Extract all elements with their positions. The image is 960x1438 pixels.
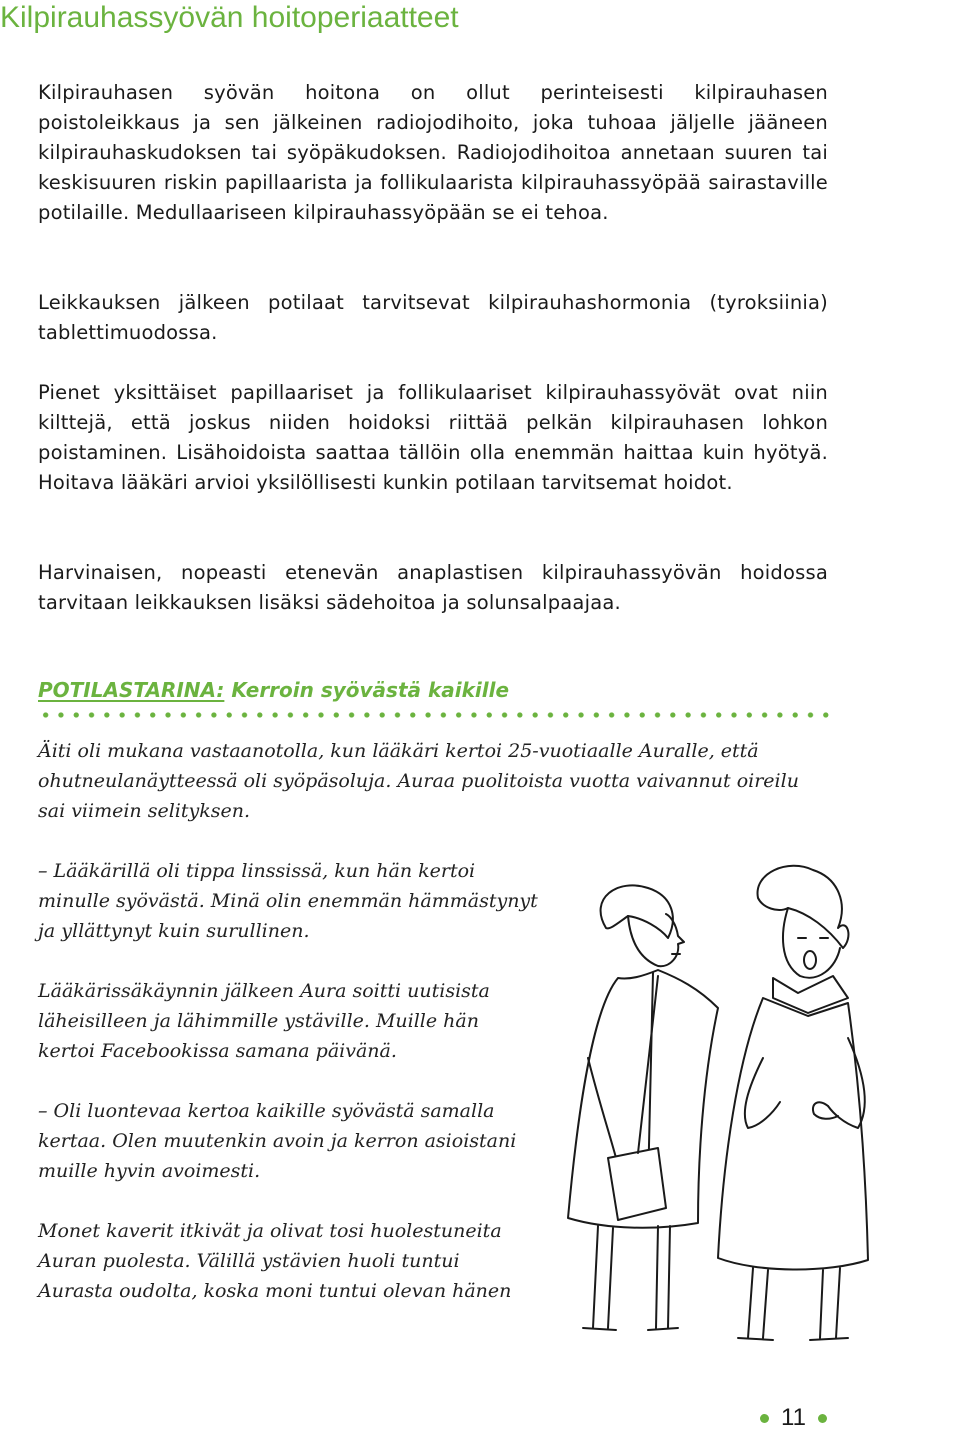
paragraph-hormone-after-surgery: Leikkauksen jälkeen potilaat tarvitsevat kilpirauhashormonia (tyroksiinia) tablettimuodossa. bbox=[38, 291, 828, 344]
right-woman-body bbox=[718, 998, 868, 1270]
page-number: 11 bbox=[781, 1404, 806, 1431]
shoulder-bag bbox=[608, 1148, 666, 1220]
dotted-divider bbox=[38, 712, 834, 718]
story-label: POTILASTARINA: bbox=[38, 678, 225, 702]
story-heading bbox=[38, 678, 509, 702]
bullet-dot-left bbox=[760, 1414, 769, 1423]
two-women-talking-illustration bbox=[548, 858, 878, 1358]
paragraph-treatment-history: Kilpirauhasen syövän hoitona on ollut perinteisesti kilpirauhasen poistoleikkaus ja sen jälkeinen radiojodihoito, joka tuhoaa jäljelle jääneen kilpirauhaskudoksen tai syöpäkudoksen. Radiojodihoitoa annetaan suuren tai keskisuuren riskin papillaarista ja follikulaarista kilpirauhassyöpää sairastaville potilaille. Medullaariseen kilpirauhassyöpään se ei tehoa. bbox=[38, 81, 828, 224]
bullet-dot-right bbox=[818, 1414, 827, 1423]
story-paragraph-2: Lääkärissäkäynnin jälkeen Aura soitti uutisista läheisilleen ja lähimmille ystäville. Muille hän kertoi Facebookissa samana päivänä. bbox=[38, 980, 490, 1062]
story-quote-1: – Lääkärillä oli tippa linssissä, kun hän kertoi minulle syövästä. Minä olin enemmän hämmästynyt ja yllättynyt kuin surullinen. bbox=[38, 860, 538, 942]
page-number-row bbox=[760, 1398, 827, 1438]
page-title: Kilpirauhassyövän hoitoperiaatteet bbox=[0, 1, 459, 34]
left-woman-hair bbox=[601, 885, 673, 938]
story-intro: Äiti oli mukana vastaanotolla, kun lääkäri kertoi 25-vuotiaalle Auralle, että ohutneulanäytteessä oli syöpäsoluja. Auraa puolitoista vuotta vaivannut oireilu sai viimein selityksen. bbox=[38, 740, 799, 822]
story-quote-2: – Oli luontevaa kertoa kaikille syövästä samalla kertaa. Olen muutenkin avoin ja kerron asioistani muille hyvin avoimesti. bbox=[38, 1100, 517, 1182]
paragraph-small-cancers: Pienet yksittäiset papillaariset ja follikulaariset kilpirauhassyövät ovat niin kilttejä, että joskus niiden hoidoksi riittää pelkän kilpirauhasen lohkon poistaminen. Lisähoidoista saattaa tällöin olla enemmän haittaa kuin hyötyä. Hoitava lääkäri arvioi yksilöllisesti kunkin potilaan tarvitsemat hoidot. bbox=[38, 381, 828, 494]
paragraph-anaplastic: Harvinaisen, nopeasti etenevän anaplastisen kilpirauhassyövän hoidossa tarvitaan leikkauksen lisäksi sädehoitoa ja solunsalpaajaa. bbox=[38, 561, 828, 614]
right-woman-hair bbox=[758, 866, 849, 948]
story-title: Kerroin syövästä kaikille bbox=[231, 678, 510, 702]
story-paragraph-3: Monet kaverit itkivät ja olivat tosi huolestuneita Auran puolesta. Välillä ystävien huoli tuntui Aurasta oudolta, koska moni tuntui olevan hänen bbox=[38, 1220, 512, 1302]
